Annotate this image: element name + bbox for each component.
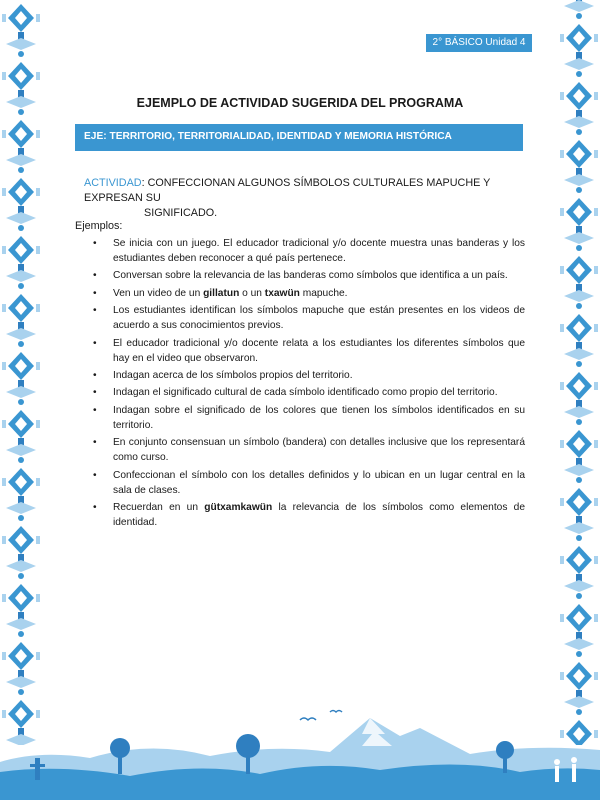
list-item-text: Indagan sobre el significado de los colores que tienen los símbolos identificados en su territorio. [113, 404, 525, 431]
activity-statement [84, 176, 524, 221]
examples-label: Ejemplos: [75, 220, 123, 232]
bold-term: gütxamkawün [204, 501, 273, 513]
list-item [93, 403, 525, 433]
grade-unit-badge: 2° BÁSICO Unidad 4 [426, 34, 532, 52]
axis-header-bar [75, 124, 523, 151]
list-item [93, 336, 525, 366]
list-item-text: la relevancia de los símbolos como elementos de identidad. [113, 501, 526, 528]
list-item-text: Los estudiantes identifican los símbolos mapuche que están presentes en los videos de acuerdo a sus conocimientos previos. [113, 305, 525, 332]
list-item-text: El educador tradicional y/o docente relata a los estudiantes los diferentes símbolos que hay en el video que observaron. [113, 337, 525, 364]
list-item-text: Indagan acerca de los símbolos propios del territorio. [113, 369, 353, 381]
list-item-text: Confeccionan el símbolo con los detalles definidos y lo ubican en un lugar central en la sala de clases. [113, 469, 525, 496]
list-item [93, 286, 525, 301]
list-item [93, 268, 525, 283]
list-item [93, 236, 525, 266]
activity-text-line1: : CONFECCIONAN ALGUNOS SÍMBOLOS CULTURALES MAPUCHE Y EXPRESAN SU [84, 177, 491, 204]
list-item-text: Recuerdan en un [113, 501, 205, 513]
bold-term: gillatun [203, 287, 240, 299]
footer-landscape-illustration [0, 700, 600, 800]
list-item-text: Conversan sobre la relevancia de las banderas como símbolos que identifica a un país. [113, 270, 508, 282]
list-item [93, 385, 525, 400]
left-decorative-border [0, 0, 42, 745]
list-item-text: Ven un video de un [113, 287, 204, 299]
list-item-text: En conjunto consensuan un símbolo (bandera) con detalles inclusive que los representará como curso. [113, 437, 525, 464]
list-item [93, 500, 525, 530]
activity-text-line2: SIGNIFICADO. [144, 207, 218, 219]
list-item-text: Indagan el significado cultural de cada símbolo identificado como propio del territorio. [113, 387, 498, 399]
list-item-text: Se inicia con un juego. El educador tradicional y/o docente muestra unas banderas y los estudiantes deben reconocer a qué país pertenece. [113, 238, 525, 264]
right-decorative-border [558, 0, 600, 745]
list-item [93, 435, 525, 465]
page-title: EJEMPLO DE ACTIVIDAD SUGERIDA DEL PROGRAMA [136, 96, 464, 110]
list-item-text: o un [239, 287, 265, 299]
list-item [93, 303, 525, 333]
axis-label: EJE: TERRITORIO, TERRITORIALIDAD, IDENTIDAD Y MEMORIA HISTÓRICA [84, 131, 452, 142]
list-item [93, 468, 525, 498]
bold-term: txawün [264, 287, 300, 299]
examples-list [93, 236, 525, 532]
list-item-text: mapuche. [299, 287, 348, 299]
list-item [93, 368, 525, 383]
activity-label: ACTIVIDAD [84, 177, 142, 189]
